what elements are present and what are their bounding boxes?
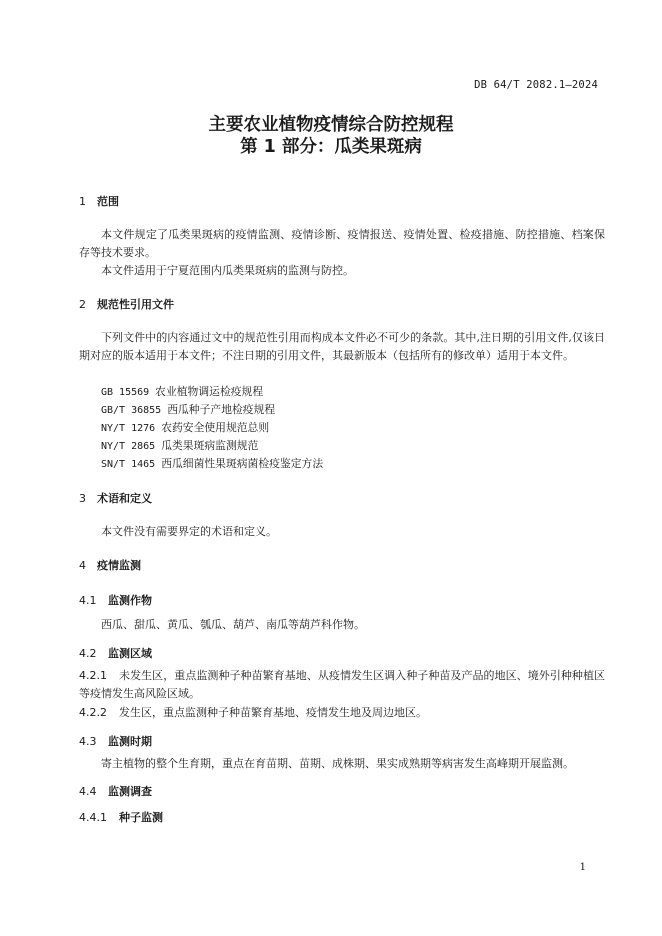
section-title: 监测时期 <box>108 735 152 748</box>
section-title: 监测作物 <box>108 594 152 607</box>
clause-number: 4.2.2 <box>79 706 107 719</box>
reference-title: 瓜类果斑病监测规范 <box>161 439 259 452</box>
reference-item <box>101 456 323 471</box>
section-number: 4.3 <box>79 735 97 748</box>
reference-item <box>101 420 269 435</box>
paragraph: 下列文件中的内容通过文中的规范性引用而构成本文件必不可少的条款。其中,注日期的引用文件,仅该日期对应的版本适用于本文件；不注日期的引用文件，其最新版本（包括所有的修改单）适用于本文件。 <box>79 331 605 362</box>
section-number: 1 <box>79 195 86 208</box>
subsection-4-3-heading <box>79 733 152 749</box>
reference-title: 农药安全使用规范总则 <box>161 421 270 434</box>
reference-title: 西瓜细菌性果斑病菌检疫鉴定方法 <box>161 457 324 470</box>
section-title: 术语和定义 <box>97 492 152 505</box>
reference-code: GB 15569 <box>101 387 150 398</box>
reference-title: 西瓜种子产地检疫规程 <box>167 403 276 416</box>
subsection-4-2-heading <box>79 645 152 661</box>
section-number: 3 <box>79 492 86 505</box>
section-number: 4 <box>79 559 86 572</box>
paragraph: 本文件适用于宁夏范围内瓜类果斑病的监测与防控。 <box>101 264 354 277</box>
reference-item <box>101 384 263 399</box>
document-subtitle: 第 1 部分：瓜类果斑病 <box>240 137 422 157</box>
section-title: 种子监测 <box>119 811 163 824</box>
reference-item <box>101 438 258 453</box>
reference-code: SN/T 1465 <box>101 459 156 470</box>
reference-code: NY/T 2865 <box>101 441 156 452</box>
section-number: 4.1 <box>79 594 97 607</box>
section-number: 2 <box>79 298 86 311</box>
paragraph: 本文件没有需要界定的术语和定义。 <box>101 525 277 538</box>
section-3-heading <box>79 490 152 506</box>
standard-code: DB 64/T 2082.1—2024 <box>474 79 598 91</box>
reference-code: GB/T 36855 <box>101 405 162 416</box>
section-title: 监测调查 <box>108 785 152 798</box>
section-number: 4.4 <box>79 785 97 798</box>
reference-code: NY/T 1276 <box>101 423 156 434</box>
subsection-4-4-heading <box>79 783 152 799</box>
clause-4-2-1 <box>79 667 605 703</box>
section-title: 范围 <box>97 195 119 208</box>
clause-text: 发生区，重点监测种子种苗繁育基地、疫情发生地及周边地区。 <box>119 706 427 719</box>
clause-number: 4.2.1 <box>79 669 107 682</box>
section-title: 监测区域 <box>108 647 152 660</box>
section-number: 4.4.1 <box>79 811 107 824</box>
paragraph: 本文件规定了瓜类果斑病的疫情监测、疫情诊断、疫情报送、疫情处置、检疫措施、防控措施、档案保存等技术要求。 <box>79 228 605 259</box>
subsection-4-1-heading <box>79 592 152 608</box>
paragraph: 西瓜、甜瓜、黄瓜、瓠瓜、葫芦、南瓜等葫芦科作物。 <box>101 618 365 631</box>
section-title: 疫情监测 <box>97 559 141 572</box>
document-title: 主要农业植物疫情综合防控规程 <box>208 115 454 135</box>
clause-4-2-2 <box>79 704 605 722</box>
subsection-4-4-1-heading <box>79 809 163 825</box>
section-1-heading <box>79 193 119 209</box>
paragraph: 寄主植物的整个生育期，重点在育苗期、苗期、成株期、果实成熟期等病害发生高峰期开展监测。 <box>101 757 574 770</box>
clause-text: 未发生区，重点监测种子种苗繁育基地、从疫情发生区调入种子种苗及产品的地区、境外引种种植区等疫情发生高风险区域。 <box>79 669 605 700</box>
reference-title: 农业植物调运检疫规程 <box>155 385 264 398</box>
section-4-heading <box>79 557 141 573</box>
section-number: 4.2 <box>79 647 97 660</box>
page-number: 1 <box>579 862 586 873</box>
reference-item <box>101 402 275 417</box>
section-2-heading <box>79 296 174 312</box>
section-title: 规范性引用文件 <box>97 298 174 311</box>
